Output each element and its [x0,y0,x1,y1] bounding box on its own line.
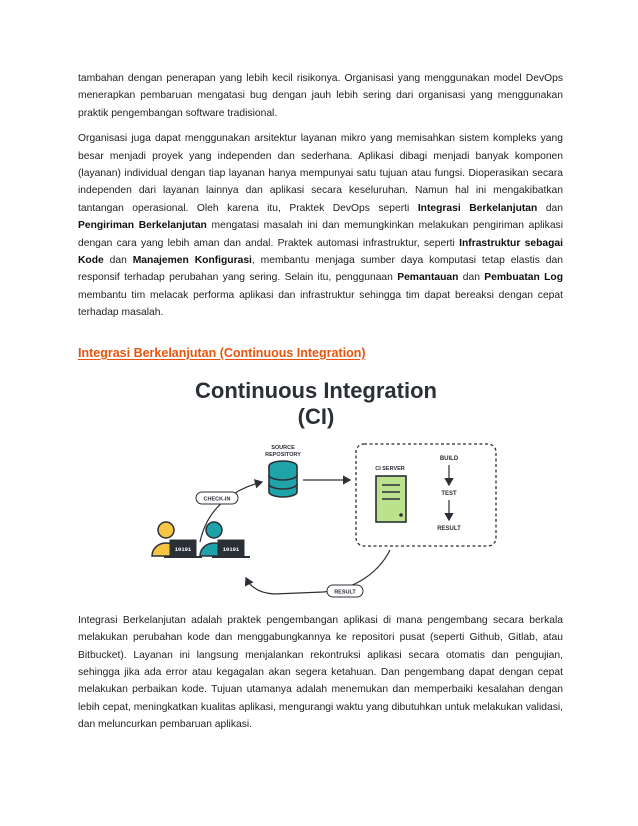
p2-bold-ci: Integrasi Berkelanjutan [417,202,538,214]
laptop-2-code: 10101 [222,545,240,553]
p2-text-4: dan [103,255,133,267]
p2-bold-cd: Pengiriman Berkelanjutan [78,220,207,232]
result-right-label: RESULT [437,525,461,532]
source-repo-label-2: REPOSITORY [265,451,301,458]
p2-text-1: Organisasi juga dapat menggunakan arsitektur layanan mikro yang memisahkan sistem kompleks yang besar menjadi proyek yang independen dan sederhana. Aplikasi dibagi menjadi banyak komponen (layanan) individual dengan tiap layanan hanya mempunyai satu tujuan atau fungsi. Dioperasikan secara independen dari layanan lainnya dan aplikasi secara keseluruhan. Namun hal ini mengakibatkan tantangan operasional. Oleh karena itu, Praktek DevOps seperti [78,133,563,214]
source-repo-label-1: SOURCE [271,444,295,451]
p2-bold-iac: Infrastruktur sebagai Kode [78,237,563,267]
ci-diagram [78,364,563,604]
result-return-arrow [246,550,390,594]
ci-server-label: CI SERVER [375,465,405,472]
document-page [78,70,563,742]
paragraph-3: Integrasi Berkelanjutan adalah praktek pengembangan aplikasi di mana pengembang secara berkala melakukan perubahan kode dan menggabungkannya ke repositori pusat (seperti Github, Gitlab, atau Bitbucket). Layanan ini langsung menjalankan rekontruksi aplikasi secara otomatis dan pengujian, sehingga jika ada error atau kegagalan akan segera ketahuan. Dan pengembang dapat dengan cepat melakukan perbaikan kode. Tujuan utamanya adalah menemukan dan memperbaiki kesalahan dengan lebih cepat, meningkatkan kualitas aplikasi, mengurangi waktu yang dibutuhkan untuk melakukan validasi, dan meluncurkan pembaruan aplikasi. [78,614,563,731]
p2-bold-logging: Pembuatan Log [484,272,564,284]
build-label: BUILD [439,455,459,462]
test-label: TEST [441,490,457,497]
check-in-label: CHECK-IN [203,496,231,503]
p2-text-3: mengatasi masalah ini dan memungkinkan melakukan pengiriman aplikasi dengan cara yang lebih aman dan andal. Praktek automasi infrastruktur, seperti [78,220,563,249]
paragraph-1: tambahan dengan penerapan yang lebih kecil risikonya. Organisasi yang menggunakan model DevOps menerapkan pembaruan mengatasi bug dengan jauh lebih sering dari organisasi yang menggunakan praktik pengembangan software tradisional. [78,73,563,119]
laptop-1-code: 10101 [174,545,192,553]
p2-bold-config: Manajemen Konfigurasi [132,255,252,267]
result-bottom-label: RESULT [334,589,356,596]
database-icon [269,461,297,497]
p2-text-2: dan [537,202,563,214]
paragraph-2 [78,130,563,321]
p2-text-7: membantu tim melacak performa aplikasi dan infrastruktur sehingga tim dapat bereaksi dengan cepat terhadap masalah. [78,289,563,319]
p2-text-5: , membantu menjaga sumber daya komputasi tetap elastis dan responsif terhadap perubahan yang sering. Selain itu, penggunaan [78,255,563,284]
section-heading: Integrasi Berkelanjutan (Continuous Integration) [78,345,366,360]
p2-bold-monitoring: Pemantauan [397,272,459,284]
diagram-title-line2: (CI) [297,403,335,429]
p2-text-6: dan [458,272,485,284]
ci-diagram-svg [78,364,563,604]
diagram-title-line1: Continuous Integration [195,377,437,403]
server-icon [376,476,406,522]
